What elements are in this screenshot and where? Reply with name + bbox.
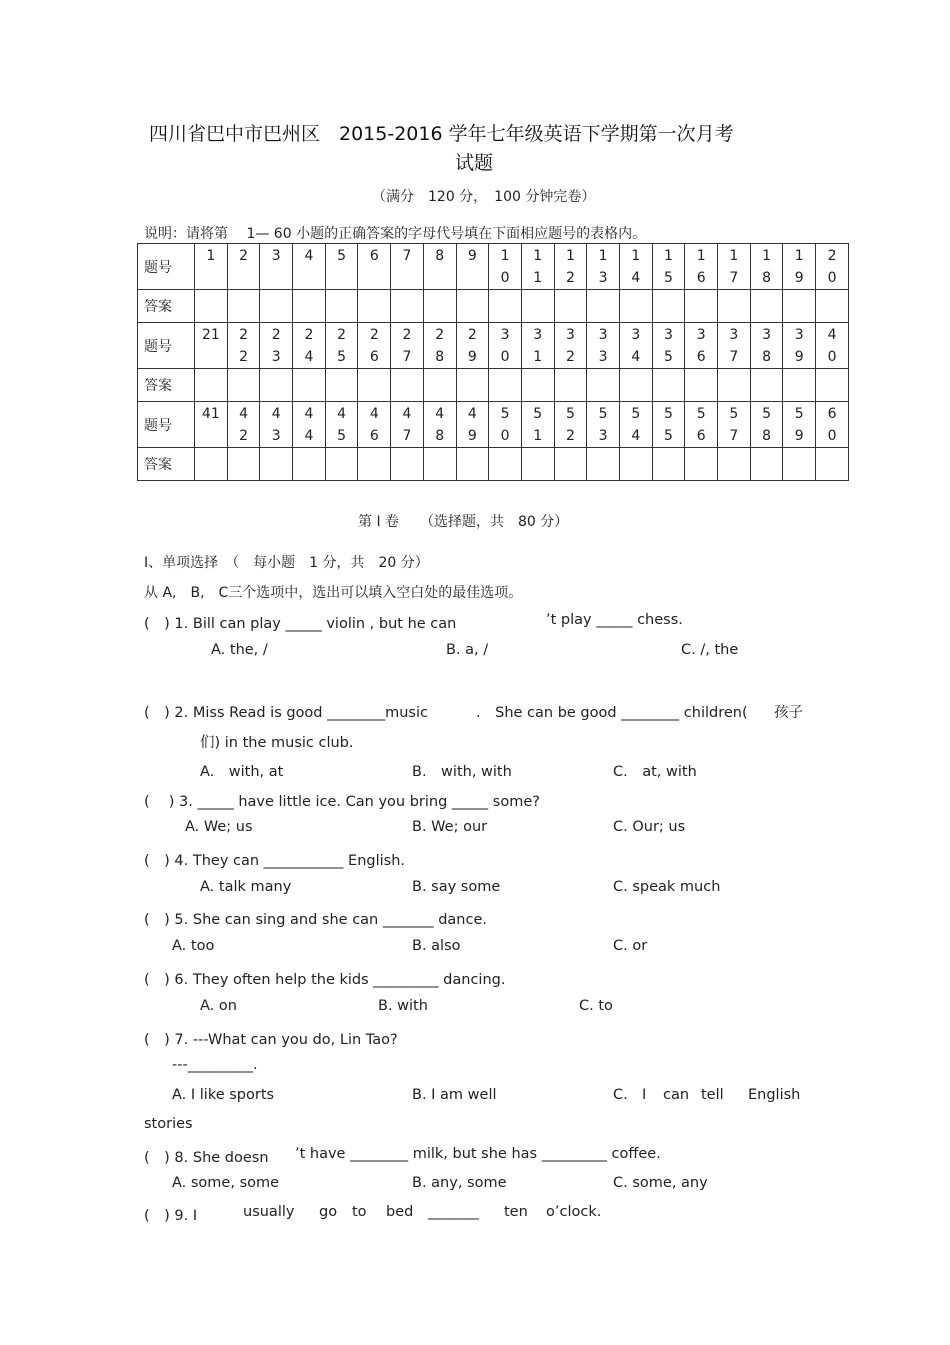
q9-stem-part2: usually [243, 1204, 295, 1220]
q9-stem-part1: ( ) 9. I [144, 1208, 198, 1224]
answer-cell[interactable] [750, 369, 783, 402]
answer-cell[interactable] [652, 369, 685, 402]
question-number-cell: 3 5 [652, 323, 685, 369]
answer-cell[interactable] [750, 290, 783, 323]
answer-cell[interactable] [652, 290, 685, 323]
answer-cell[interactable] [260, 369, 293, 402]
question-number-cell: 4 6 [358, 402, 391, 448]
answer-cell[interactable] [750, 448, 783, 481]
question-number-cell: 2 3 [260, 323, 293, 369]
question-number-cell: 2 0 [816, 244, 849, 290]
answer-cell[interactable] [718, 369, 751, 402]
question-number-cell: 1 7 [718, 244, 751, 290]
answer-cell[interactable] [619, 369, 652, 402]
answer-cell[interactable] [554, 448, 587, 481]
answer-cell[interactable] [325, 448, 358, 481]
question-number-cell: 3 0 [489, 323, 522, 369]
question-number-cell: 3 9 [783, 323, 816, 369]
q7-option-b: B. I am well [412, 1087, 497, 1103]
answer-cell[interactable] [489, 290, 522, 323]
q3-option-a: A. We; us [185, 819, 253, 835]
doc-title-line1: 四川省巴中市巴州区 2015-2016 学年七年级英语下学期第一次月考 [149, 123, 734, 145]
question-number-cell: 5 7 [718, 402, 751, 448]
question-number-cell: 1 1 [521, 244, 554, 290]
answer-cell[interactable] [325, 369, 358, 402]
question-number-cell: 41 [195, 402, 228, 448]
answer-label: 答案 [138, 290, 195, 323]
q6-option-a: A. on [200, 998, 237, 1014]
question-number-cell: 2 [227, 244, 260, 290]
doc-subtitle: （满分 120 分， 100 分钟完卷） [372, 189, 596, 205]
question-number-cell: 5 6 [685, 402, 718, 448]
question-number-cell: 5 1 [521, 402, 554, 448]
question-number-cell: 1 9 [783, 244, 816, 290]
q5-option-b: B. also [412, 938, 461, 954]
q9-stem-part5: bed [386, 1204, 414, 1220]
answer-cell[interactable] [227, 290, 260, 323]
q6-option-b: B. with [378, 998, 428, 1014]
question-number-label: 题号 [138, 244, 195, 290]
question-number-cell: 4 0 [816, 323, 849, 369]
question-number-cell: 8 [423, 244, 456, 290]
question-number-cell: 4 9 [456, 402, 489, 448]
question-number-cell: 4 4 [293, 402, 326, 448]
answer-cell[interactable] [260, 290, 293, 323]
answer-cell[interactable] [423, 290, 456, 323]
answer-cell[interactable] [195, 448, 228, 481]
answer-cell[interactable] [685, 369, 718, 402]
part1-title: Ⅰ、单项选择 （ 每小题 1 分，共 20 分） [144, 555, 429, 571]
q7-option-c-word3: can [663, 1087, 690, 1103]
answer-cell[interactable] [227, 448, 260, 481]
q7-option-c-wrap: stories [144, 1116, 193, 1132]
answer-cell[interactable] [816, 369, 849, 402]
answer-cell[interactable] [195, 369, 228, 402]
doc-title-line2: 试题 [455, 152, 494, 174]
question-number-cell: 1 6 [685, 244, 718, 290]
question-number-cell: 4 7 [391, 402, 424, 448]
answer-cell[interactable] [619, 290, 652, 323]
question-number-cell: 21 [195, 323, 228, 369]
answer-cell[interactable] [587, 448, 620, 481]
q1-stem: ( ) 1. Bill can play _____ violin , but he can [144, 616, 457, 632]
question-number-cell: 2 8 [423, 323, 456, 369]
q3-option-c: C. Our; us [613, 819, 686, 835]
question-number-cell: 4 2 [227, 402, 260, 448]
answer-cell[interactable] [587, 290, 620, 323]
q1-option-c: C. /, the [681, 642, 739, 658]
answer-cell[interactable] [325, 290, 358, 323]
answer-cell[interactable] [423, 369, 456, 402]
question-number-cell: 2 9 [456, 323, 489, 369]
answer-cell[interactable] [619, 448, 652, 481]
q2-option-c: C. at, with [613, 764, 697, 780]
question-number-cell: 6 0 [816, 402, 849, 448]
question-number-cell: 7 [391, 244, 424, 290]
question-number-cell: 6 [358, 244, 391, 290]
answer-cell[interactable] [783, 369, 816, 402]
answer-cell[interactable] [718, 290, 751, 323]
question-number-cell: 1 [195, 244, 228, 290]
answer-cell[interactable] [391, 290, 424, 323]
answer-cell[interactable] [260, 448, 293, 481]
q9-stem-part3: go [319, 1204, 338, 1220]
question-number-row-2 [138, 323, 849, 369]
question-number-cell: 2 7 [391, 323, 424, 369]
q4-stem: ( ) 4. They can ___________ English. [144, 853, 406, 869]
answer-cell[interactable] [521, 290, 554, 323]
q5-option-c: C. or [613, 938, 648, 954]
answer-cell[interactable] [816, 448, 849, 481]
question-number-cell: 4 3 [260, 402, 293, 448]
q4-option-c: C. speak much [613, 879, 721, 895]
question-number-cell: 1 4 [619, 244, 652, 290]
q2-stem-wrap: 们) in the music club. [200, 735, 354, 751]
answer-cell[interactable] [521, 369, 554, 402]
answer-cell[interactable] [554, 369, 587, 402]
question-number-cell: 5 5 [652, 402, 685, 448]
q4-option-a: A. talk many [200, 879, 292, 895]
q9-stem-part8: o’clock. [546, 1204, 602, 1220]
q4-option-b: B. say some [412, 879, 501, 895]
answer-cell[interactable] [685, 290, 718, 323]
question-number-cell: 5 9 [783, 402, 816, 448]
question-number-cell: 2 2 [227, 323, 260, 369]
question-number-cell: 3 3 [587, 323, 620, 369]
question-number-cell: 2 6 [358, 323, 391, 369]
q2-stem-cont: . She can be good ________ children( [476, 705, 748, 721]
q7-option-c-word1: C. [613, 1087, 628, 1103]
q7-option-c-word4: tell [701, 1087, 724, 1103]
q7-option-c-word5: English [748, 1087, 801, 1103]
question-number-label: 题号 [138, 323, 195, 369]
q3-option-b: B. We; our [412, 819, 488, 835]
question-number-cell: 5 0 [489, 402, 522, 448]
answer-cell[interactable] [685, 448, 718, 481]
answer-cell[interactable] [358, 290, 391, 323]
question-number-row-1 [138, 244, 849, 290]
answer-cell[interactable] [489, 369, 522, 402]
section-title: 第 I 卷 （选择题，共 80 分） [358, 514, 569, 530]
question-number-label: 题号 [138, 402, 195, 448]
q6-option-c: C. to [579, 998, 613, 1014]
q2-option-a: A. with, at [200, 764, 284, 780]
answer-cell[interactable] [293, 290, 326, 323]
answer-row-2 [138, 369, 849, 402]
answer-cell[interactable] [816, 290, 849, 323]
answer-row-1 [138, 290, 849, 323]
answer-cell[interactable] [423, 448, 456, 481]
q5-stem: ( ) 5. She can sing and she can _______ dance. [144, 912, 487, 928]
q8-option-a: A. some, some [172, 1175, 280, 1191]
q1-option-b: B. a, / [446, 642, 489, 658]
question-number-cell: 5 [325, 244, 358, 290]
answer-grid [137, 243, 849, 481]
question-number-cell: 3 4 [619, 323, 652, 369]
question-number-cell: 3 7 [718, 323, 751, 369]
question-number-cell: 4 5 [325, 402, 358, 448]
answer-cell[interactable] [293, 448, 326, 481]
q8-option-b: B. any, some [412, 1175, 507, 1191]
q1-stem-cont: ’t play _____ chess. [546, 612, 683, 628]
q3-stem: ( ) 3. _____ have little ice. Can you bring _____ some? [144, 794, 540, 810]
answer-label: 答案 [138, 448, 195, 481]
q8-stem-cont: ’t have ________ milk, but she has _________ coffee. [295, 1146, 661, 1162]
answer-cell[interactable] [554, 290, 587, 323]
question-number-cell: 1 0 [489, 244, 522, 290]
answer-cell[interactable] [358, 448, 391, 481]
question-number-cell: 3 2 [554, 323, 587, 369]
answer-cell[interactable] [391, 369, 424, 402]
question-number-cell: 3 8 [750, 323, 783, 369]
question-number-cell: 1 5 [652, 244, 685, 290]
answer-cell[interactable] [227, 369, 260, 402]
q9-stem-blank: _______ [428, 1204, 479, 1220]
question-number-cell: 2 5 [325, 323, 358, 369]
q2-option-b: B. with, with [412, 764, 512, 780]
answer-cell[interactable] [718, 448, 751, 481]
q7-reply: ---_________. [172, 1057, 258, 1073]
question-number-cell: 5 4 [619, 402, 652, 448]
q7-option-a: A. I like sports [172, 1087, 275, 1103]
question-number-cell: 3 1 [521, 323, 554, 369]
question-number-cell: 9 [456, 244, 489, 290]
question-number-cell: 1 3 [587, 244, 620, 290]
question-number-row-3 [138, 402, 849, 448]
q8-option-c: C. some, any [613, 1175, 708, 1191]
q5-option-a: A. too [172, 938, 215, 954]
answer-cell[interactable] [783, 290, 816, 323]
answer-label: 答案 [138, 369, 195, 402]
q2-stem-word: 孩子 [774, 705, 803, 721]
answer-cell[interactable] [489, 448, 522, 481]
answer-row-3 [138, 448, 849, 481]
q7-option-c-word2: I [642, 1087, 647, 1103]
answer-cell[interactable] [587, 369, 620, 402]
question-number-cell: 3 6 [685, 323, 718, 369]
answer-cell[interactable] [391, 448, 424, 481]
question-number-cell: 5 3 [587, 402, 620, 448]
answer-cell[interactable] [652, 448, 685, 481]
table-instruction: 说明：请将第 1— 60 小题的正确答案的字母代号填在下面相应题号的表格内。 [144, 226, 647, 242]
answer-cell[interactable] [783, 448, 816, 481]
question-number-cell: 1 2 [554, 244, 587, 290]
answer-cell[interactable] [456, 448, 489, 481]
q8-stem: ( ) 8. She doesn [144, 1150, 269, 1166]
answer-cell[interactable] [521, 448, 554, 481]
answer-cell[interactable] [456, 369, 489, 402]
question-number-cell: 3 [260, 244, 293, 290]
answer-cell[interactable] [293, 369, 326, 402]
q9-stem-part7: ten [504, 1204, 528, 1220]
q2-stem: ( ) 2. Miss Read is good ________music [144, 705, 428, 721]
question-number-cell: 4 [293, 244, 326, 290]
answer-cell[interactable] [358, 369, 391, 402]
question-number-cell: 2 4 [293, 323, 326, 369]
question-number-cell: 5 2 [554, 402, 587, 448]
answer-cell[interactable] [456, 290, 489, 323]
part1-instruction: 从 A, B, C三个选项中，选出可以填入空白处的最佳选项。 [144, 585, 523, 601]
question-number-cell: 4 8 [423, 402, 456, 448]
q7-stem: ( ) 7. ---What can you do, Lin Tao? [144, 1032, 398, 1048]
answer-cell[interactable] [195, 290, 228, 323]
q6-stem: ( ) 6. They often help the kids _________ dancing. [144, 972, 506, 988]
question-number-cell: 5 8 [750, 402, 783, 448]
q9-stem-part4: to [352, 1204, 367, 1220]
q1-option-a: A. the, / [211, 642, 268, 658]
question-number-cell: 1 8 [750, 244, 783, 290]
